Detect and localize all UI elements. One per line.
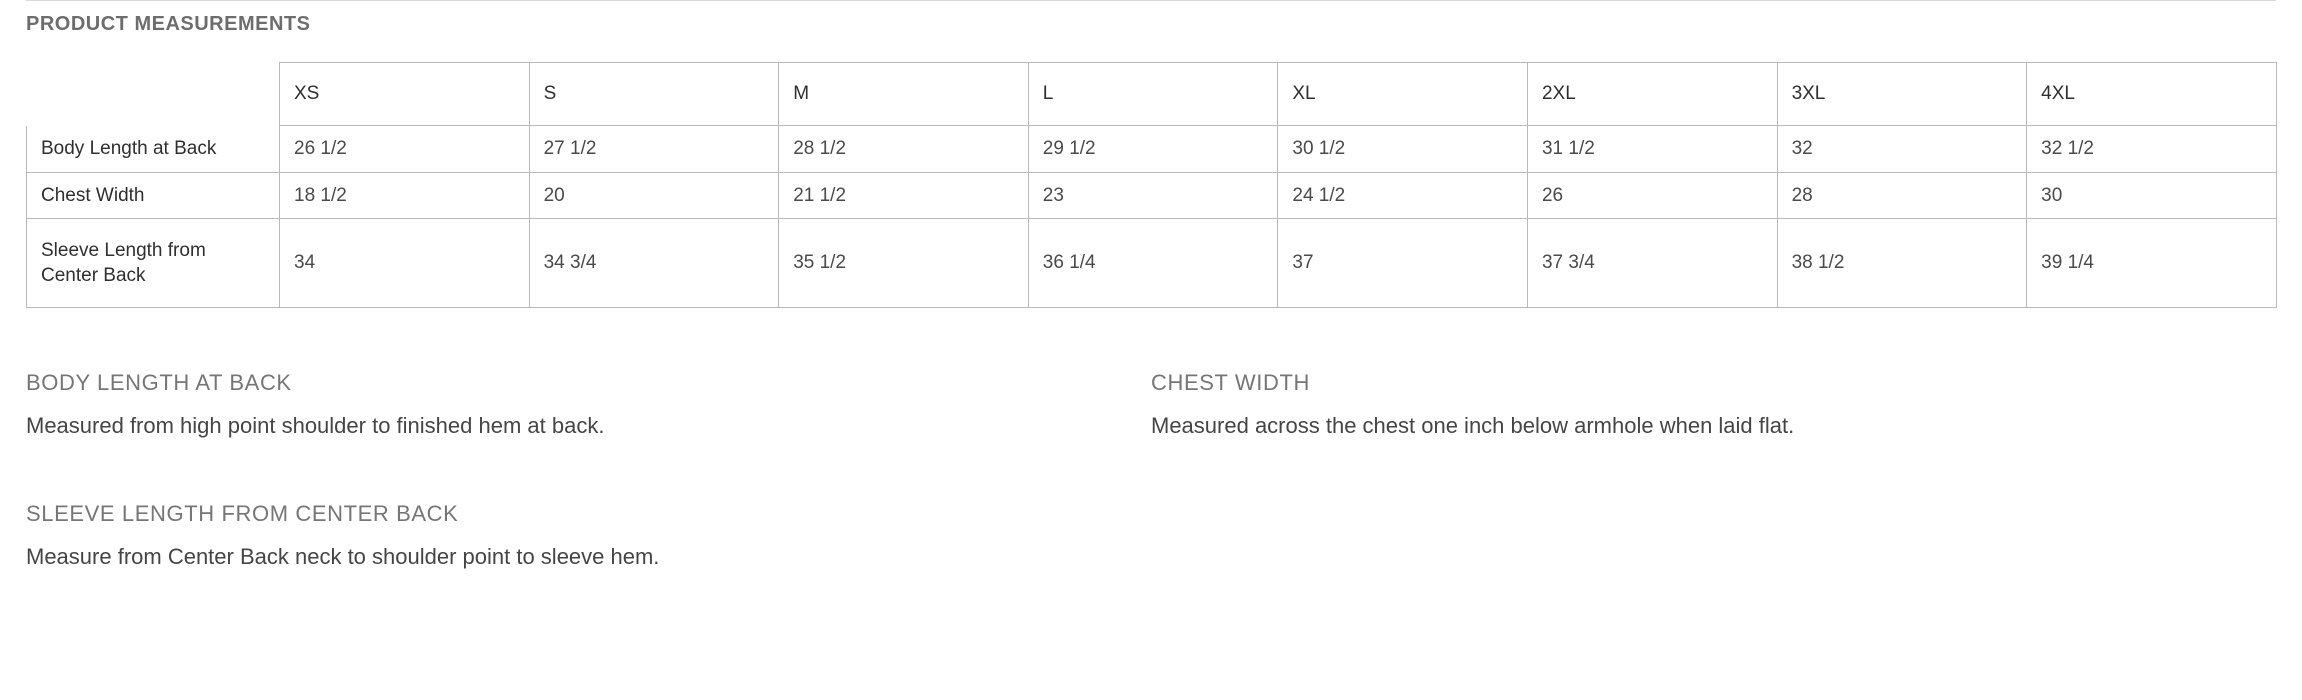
cell-body-length-2xl: 31 1/2 — [1527, 126, 1777, 173]
definition-title: CHEST WIDTH — [1151, 370, 1310, 396]
column-header-4xl: 4XL — [2027, 63, 2277, 126]
definition-text: Measure from Center Back neck to shoulder point to sleeve hem. — [26, 543, 660, 569]
definition-text: Measured across the chest one inch below armhole when laid flat. — [1151, 413, 1795, 439]
cell-sleeve-length-xs: 34 — [280, 219, 530, 308]
cell-chest-width-xl: 24 1/2 — [1278, 172, 1528, 219]
cell-chest-width-3xl: 28 — [1777, 172, 2027, 219]
row-label-sleeve-length: Sleeve Length from Center Back — [27, 219, 280, 308]
cell-chest-width-xs: 18 1/2 — [280, 172, 530, 219]
table-row — [27, 219, 2277, 308]
top-divider — [26, 0, 2276, 1]
definition-sleeve-length-from-center-back — [26, 501, 1151, 572]
cell-chest-width-4xl: 30 — [2027, 172, 2277, 219]
page-title: PRODUCT MEASUREMENTS — [26, 13, 311, 35]
measurements-table-container — [26, 62, 2276, 308]
cell-sleeve-length-xl: 37 — [1278, 219, 1528, 308]
cell-sleeve-length-4xl: 39 1/4 — [2027, 219, 2277, 308]
definitions-row — [26, 370, 2276, 441]
column-header-s: S — [529, 63, 779, 126]
cell-body-length-xl: 30 1/2 — [1278, 126, 1528, 173]
cell-chest-width-m: 21 1/2 — [779, 172, 1029, 219]
row-label-body-length: Body Length at Back — [27, 126, 280, 173]
measurement-definitions — [26, 370, 2276, 571]
cell-chest-width-l: 23 — [1028, 172, 1278, 219]
definition-chest-width — [1151, 370, 2276, 441]
column-header-xs: XS — [280, 63, 530, 126]
table-row — [27, 126, 2277, 173]
cell-sleeve-length-l: 36 1/4 — [1028, 219, 1278, 308]
cell-body-length-4xl: 32 1/2 — [2027, 126, 2277, 173]
definition-title: BODY LENGTH AT BACK — [26, 370, 292, 396]
table-body — [27, 126, 2277, 308]
cell-body-length-s: 27 1/2 — [529, 126, 779, 173]
cell-body-length-l: 29 1/2 — [1028, 126, 1278, 173]
cell-body-length-3xl: 32 — [1777, 126, 2027, 173]
definition-title: SLEEVE LENGTH FROM CENTER BACK — [26, 500, 459, 526]
cell-body-length-m: 28 1/2 — [779, 126, 1029, 173]
row-label-chest-width: Chest Width — [27, 172, 280, 219]
cell-body-length-xs: 26 1/2 — [280, 126, 530, 173]
table-row — [27, 172, 2277, 219]
column-header-xl: XL — [1278, 63, 1528, 126]
cell-sleeve-length-s: 34 3/4 — [529, 219, 779, 308]
cell-chest-width-2xl: 26 — [1527, 172, 1777, 219]
cell-sleeve-length-m: 35 1/2 — [779, 219, 1029, 308]
table-header — [27, 63, 2277, 126]
definition-body-length-at-back — [26, 370, 1151, 441]
column-header-m: M — [779, 63, 1029, 126]
table-corner-cell — [27, 63, 280, 126]
column-header-2xl: 2XL — [1527, 63, 1777, 126]
table-header-row — [27, 63, 2277, 126]
cell-chest-width-s: 20 — [529, 172, 779, 219]
cell-sleeve-length-3xl: 38 1/2 — [1777, 219, 2027, 308]
measurements-table — [26, 62, 2277, 308]
definitions-row — [26, 501, 2276, 572]
definition-text: Measured from high point shoulder to finished hem at back. — [26, 413, 605, 439]
cell-sleeve-length-2xl: 37 3/4 — [1527, 219, 1777, 308]
column-header-l: L — [1028, 63, 1278, 126]
definition-empty-slot — [1151, 501, 2276, 572]
column-header-3xl: 3XL — [1777, 63, 2027, 126]
